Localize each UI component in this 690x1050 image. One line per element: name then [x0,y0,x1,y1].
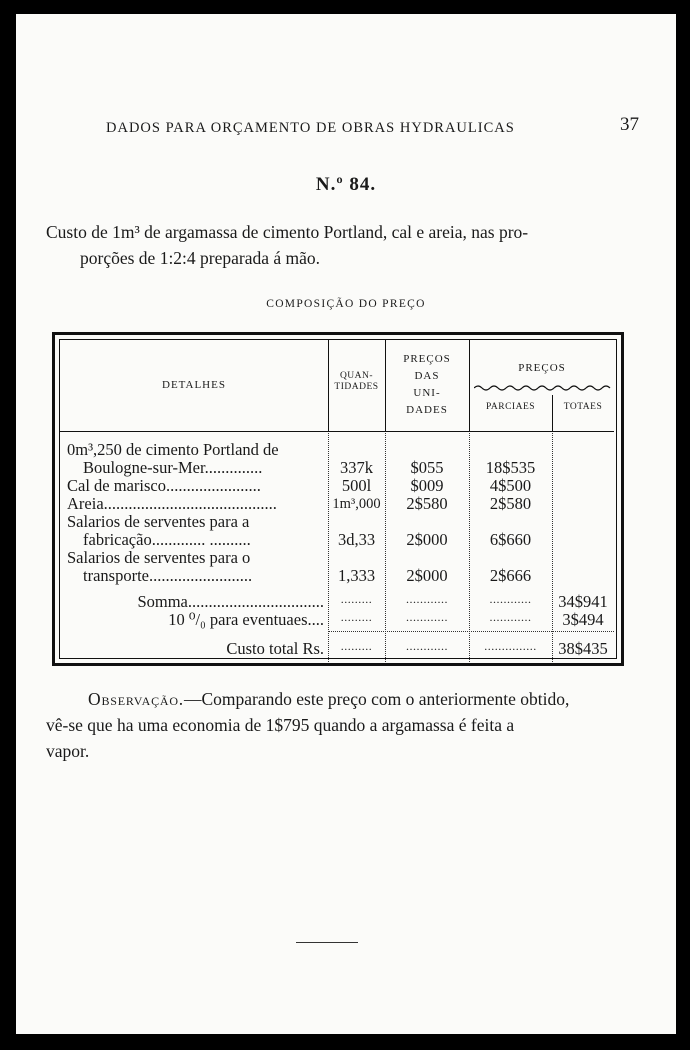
header-precos: PREÇOS [518,362,566,374]
somma-unit-dots: ............ [406,592,448,606]
somma-qty-dots: ......... [340,592,373,606]
custo-partial-dots: ............... [484,639,537,653]
row2-unit-price: $009 [410,476,444,495]
row2-qty: 500l [341,476,372,495]
table-subtitle: COMPOSIÇÃO DO PREÇO [266,298,426,310]
header-totaes: TOTAES [563,402,603,412]
row5-qty: 1,333 [337,566,376,585]
price-table-inner [59,339,617,659]
price-table [52,332,624,666]
eventuaes-partial-dots: ............ [489,610,532,624]
header-detalhes: DETALHES [162,379,226,391]
intro-line-2: porções de 1:2:4 preparada á mão. [80,248,321,268]
observation-line-3: vapor. [46,741,90,761]
row3-qty: 1m³,000 [332,496,381,512]
row5-desc-line2: transporte......................... [83,567,253,585]
observation-line-1 [46,686,644,712]
header-rule [60,431,614,432]
row4-partial: 6$660 [489,530,532,549]
custo-unit-dots: ............ [406,639,448,653]
row1-desc-line1: 0m³,250 de cimento Portland de [67,441,279,459]
intro-line-1: Custo de 1m³ de argamassa de cimento Portland, cal e areia, nas pro- [46,222,529,242]
row3-partial: 2$580 [489,494,532,513]
custo-qty-dots: ......... [340,639,373,653]
eventuaes-label: 10 ⁰/₀ para eventuaes.... [168,610,324,629]
running-header: DADOS PARA ORÇAMENTO DE OBRAS HYDRAULICAS [106,120,515,136]
observation-line-2: vê-se que ha uma economia de 1$795 quando a argamassa é feita a [46,715,515,735]
col-rule-partial [469,340,470,431]
eventuaes-total: 3$494 [562,610,604,629]
row5-partial: 2$666 [489,566,532,585]
header-quantidades-line2: TIDADES [334,382,379,392]
observation-paragraph [46,686,644,764]
book-page [16,14,676,1034]
row2-desc: Cal de marisco....................... [67,477,261,495]
section-number: N.º 84. [315,174,377,195]
row3-unit-price: 2$580 [406,494,448,513]
col-rule-total [552,395,553,431]
precos-wavy-rule [474,384,614,392]
row4-desc-line2: fabricação............. .......... [83,531,251,549]
intro-paragraph [46,219,638,271]
observation-label: Observação. [88,689,184,709]
row4-unit-price: 2$000 [406,530,448,549]
custo-total-value: 38$435 [558,639,608,658]
row3-desc: Areia.......................................... [67,495,277,513]
row1-unit-price: $055 [410,458,444,477]
footer-rule [296,942,358,943]
total-separator [328,631,614,632]
header-pu-line1: PREÇOS [403,353,451,365]
row1-qty: 337k [340,458,373,477]
row1-partial: 18$535 [485,458,536,477]
row2-partial: 4$500 [489,476,532,495]
row5-unit-price: 2$000 [406,566,448,585]
custo-total-label: Custo total Rs. [226,639,324,658]
header-precos-unidades [385,351,469,419]
header-pu-line3: UNI- [413,387,441,399]
header-parciaes: PARCIAES [485,402,536,412]
row5-desc-line1: Salarios de serventes para o [67,549,251,567]
row4-desc-line1: Salarios de serventes para a [67,513,250,531]
somma-partial-dots: ............ [489,592,532,606]
somma-total: 34$941 [558,592,608,611]
row1-desc-line2: Boulogne-sur-Mer.............. [83,459,263,477]
eventuaes-qty-dots: ......... [340,610,373,624]
observation-text-1: —Comparando este preço com o anteriormente obtido, [184,689,570,709]
header-quantidades-line1: QUAN- [339,371,374,381]
eventuaes-unit-dots: ............ [406,610,448,624]
row4-qty: 3d,33 [337,530,376,549]
page-number: 37 [620,114,639,135]
header-quantidades [328,371,385,393]
somma-label: Somma................................. [137,592,324,611]
header-pu-line4: DADES [406,404,448,416]
header-pu-line2: DAS [414,370,440,382]
